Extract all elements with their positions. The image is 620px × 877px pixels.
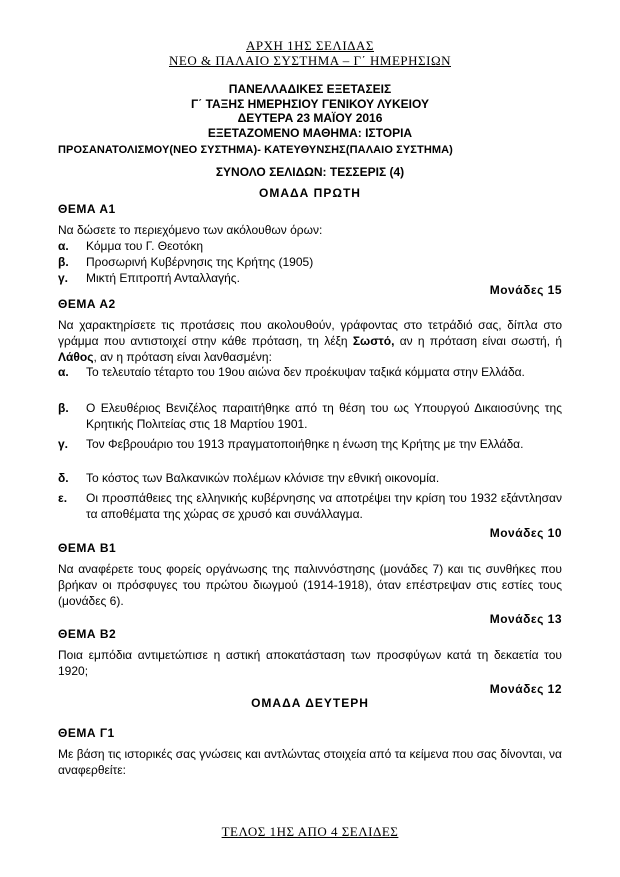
theme-a2-item (58, 400, 562, 432)
pages-total: ΣΥΝΟΛΟ ΣΕΛΙΔΩΝ: ΤΕΣΣΕΡΙΣ (4) (215, 165, 405, 179)
theme-a1-item (58, 238, 562, 254)
item-text: Κόμμα του Γ. Θεοτόκη (86, 239, 204, 253)
page-start-label: ΑΡΧΗ 1ΗΣ ΣΕΛΙΔΑΣ (246, 38, 374, 53)
item-letter: α. (58, 239, 69, 253)
exam-date: ΔΕΥΤΕΡΑ 23 ΜΑΪΟΥ 2016 (237, 111, 383, 125)
theme-a2-item (58, 490, 562, 522)
intro-text: Να χαρακτηρίσετε τις προτάσεις που ακολουθούν, γράφοντας στο τετράδιό σας, δίπλα στο γράμμα που αντιστοιχεί στην κάθε πρόταση, τη λέξη (58, 318, 562, 348)
item-text: Τον Φεβρουάριο του 1913 πραγματοποιήθηκε η ένωση της Κρήτης με την Ελλάδα. (86, 437, 524, 451)
theme-a1-intro: Να δώσετε το περιεχόμενο των ακόλουθων όρων: (58, 223, 323, 237)
item-text: Το κόστος των Βαλκανικών πολέμων κλόνισε την εθνική οικονομία. (86, 471, 440, 485)
item-letter: γ. (58, 437, 69, 451)
theme-b1-title: ΘΕΜΑ Β1 (58, 541, 117, 555)
intro-correct-word: Σωστό, (352, 334, 395, 348)
item-letter: α. (58, 365, 69, 379)
theme-b2-text: Ποια εμπόδια αντιμετώπισε η αστική αποκατάσταση των προσφύγων κατά τη δεκαετία του 1920; (58, 648, 562, 678)
page-footer: ΤΕΛΟΣ 1ΗΣ ΑΠΟ 4 ΣΕΛΙΔΕΣ (221, 824, 399, 839)
theme-b1-marks: Μονάδες 13 (489, 612, 562, 626)
intro-text: αν η πρόταση είναι σωστή, ή (394, 334, 562, 348)
item-letter: δ. (58, 471, 69, 485)
item-letter: β. (58, 255, 69, 269)
theme-a2-marks: Μονάδες 10 (489, 526, 562, 540)
theme-a2-item (58, 364, 562, 380)
theme-a1-title: ΘΕΜΑ Α1 (58, 202, 116, 216)
item-text: Ο Ελευθέριος Βενιζέλος παραιτήθηκε από τη θέση του ως Υπουργού Δικαιοσύνης της Κρητικής Πολιτείας στις 18 Μαρτίου 1901. (86, 401, 562, 431)
exam-class: Γ΄ ΤΑΞΗΣ ΗΜΕΡΗΣΙΟΥ ΓΕΝΙΚΟΥ ΛΥΚΕΙΟΥ (191, 96, 429, 111)
exam-title: ΠΑΝΕΛΛΑΔΙΚΕΣ ΕΞΕΤΑΣΕΙΣ (228, 82, 392, 96)
theme-a1-item (58, 270, 562, 286)
item-text: Μικτή Επιτροπή Ανταλλαγής. (86, 271, 240, 285)
exam-info (0, 82, 620, 140)
theme-b1-text: Να αναφέρετε τους φορείς οργάνωσης της παλιννόστησης (μονάδες 7) και τις συνθήκες που βρήκαν οι πρόσφυγες του πρώτου διωγμού (1914-1918), όταν επέστρεψαν στις εστίες τους (μονάδες 6). (58, 562, 562, 608)
intro-text: , αν η πρόταση είναι λανθασμένη: (93, 350, 272, 364)
theme-a2-title: ΘΕΜΑ Α2 (58, 297, 116, 311)
system-label: ΝΕΟ & ΠΑΛΑΙΟ ΣΥΣΤΗΜΑ – Γ΄ ΗΜΕΡΗΣΙΩΝ (168, 53, 451, 68)
item-letter: γ. (58, 271, 69, 285)
exam-subject: ΕΞΕΤΑΖΟΜΕΝΟ ΜΑΘΗΜΑ: ΙΣΤΟΡΙΑ (207, 125, 413, 140)
intro-wrong-word: Λάθος (58, 350, 94, 364)
group-one-title: ΟΜΑΔΑ ΠΡΩΤΗ (259, 186, 361, 200)
theme-a2-intro (58, 317, 562, 365)
theme-a1-marks: Μονάδες 15 (489, 283, 562, 297)
theme-b2-marks: Μονάδες 12 (489, 682, 562, 696)
theme-a1-item (58, 254, 562, 270)
theme-a2-item (58, 436, 562, 452)
item-text: Οι προσπάθειες της ελληνικής κυβέρνησης να αποτρέψει την κρίση του 1932 εξάντλησαν τα αποθέματα της χώρας σε χρυσό και συνάλλαγμα. (86, 491, 562, 521)
item-letter: ε. (58, 491, 68, 505)
item-letter: β. (58, 401, 69, 415)
theme-c1-title: ΘΕΜΑ Γ1 (58, 726, 115, 740)
theme-a2-item (58, 470, 562, 486)
theme-b2-title: ΘΕΜΑ Β2 (58, 627, 117, 641)
group-two-title: ΟΜΑΔΑ ΔΕΥΤΕΡΗ (251, 696, 369, 710)
exam-orientation: ΠΡΟΣΑΝΑΤΟΛΙΣΜΟΥ(ΝΕΟ ΣΥΣΤΗΜΑ)- ΚΑΤΕΥΘΥΝΣΗΣ(ΠΑΛΑΙΟ ΣΥΣΤΗΜΑ) (58, 144, 453, 156)
item-text: Προσωρινή Κυβέρνησις της Κρήτης (1905) (86, 255, 314, 269)
item-text: Το τελευταίο τέταρτο του 19ου αιώνα δεν προέκυψαν ταξικά κόμματα στην Ελλάδα. (86, 365, 525, 379)
page-header (0, 38, 620, 68)
theme-c1-text: Με βάση τις ιστορικές σας γνώσεις και αντλώντας στοιχεία από τα κείμενα που σας δίνονται, να αναφερθείτε: (58, 747, 562, 777)
